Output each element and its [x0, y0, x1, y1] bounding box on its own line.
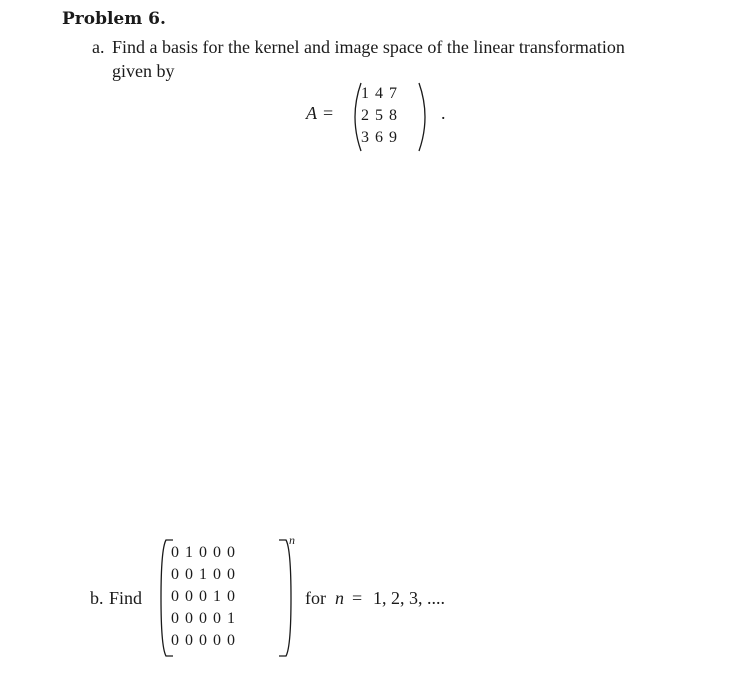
part-a-question-line2: given by: [112, 61, 175, 81]
matrix-b-cell: 0: [213, 632, 221, 649]
matrix-a-row: [358, 127, 400, 149]
matrix-b-cell: 0: [199, 632, 207, 649]
matrix-b-cell: 1: [227, 610, 235, 627]
matrix-b-cell: 0: [185, 632, 193, 649]
matrix-b-cell: 0: [171, 566, 179, 583]
part-b-equals-sign: =: [352, 588, 363, 608]
matrix-a-cell: 6: [375, 129, 383, 146]
matrix-b-cell: 0: [199, 544, 207, 561]
part-b-for-word: for: [305, 588, 326, 608]
matrix-b-cell: 1: [213, 588, 221, 605]
matrix-b-cell: 0: [227, 544, 235, 561]
matrix-b: [168, 542, 238, 652]
matrix-b-cell: 0: [199, 588, 207, 605]
matrix-b-cell: 0: [227, 632, 235, 649]
matrix-b-cell: 1: [199, 566, 207, 583]
matrix-b-row: [168, 608, 238, 630]
part-b-label: b.: [90, 588, 104, 608]
part-b-values: 1, 2, 3, ....: [373, 588, 445, 608]
matrix-b-row: [168, 630, 238, 652]
matrix-b-cell: 0: [171, 544, 179, 561]
matrix-b-cell: 0: [199, 610, 207, 627]
matrix-a-cell: 1: [361, 85, 369, 102]
matrix-a-row: [358, 83, 400, 105]
matrix-b-cell: 0: [185, 566, 193, 583]
matrix-b-cell: 0: [171, 632, 179, 649]
matrix-b-cell: 0: [213, 566, 221, 583]
matrix-b-cell: 0: [171, 610, 179, 627]
matrix-b-row: [168, 542, 238, 564]
part-a-question-line1: Find a basis for the kernel and image space of the linear transformation: [112, 37, 625, 57]
matrix-b-cell: 0: [171, 588, 179, 605]
matrix-a-cell: 3: [361, 129, 369, 146]
matrix-b-cell: 0: [213, 544, 221, 561]
matrix-a: [358, 83, 400, 149]
matrix-a-cell: 8: [389, 107, 397, 124]
matrix-a-cell: 9: [389, 129, 397, 146]
matrix-a-equals-sign: =: [323, 103, 334, 123]
matrix-b-cell: 0: [185, 588, 193, 605]
matrix-a-cell: 4: [375, 85, 383, 102]
matrix-a-period: .: [441, 103, 446, 123]
matrix-a-row: [358, 105, 400, 127]
matrix-b-cell: 0: [185, 610, 193, 627]
matrix-a-cell: 2: [361, 107, 369, 124]
matrix-a-variable: A: [306, 103, 317, 123]
part-b-verb: Find: [109, 588, 143, 608]
matrix-b-cell: 1: [185, 544, 193, 561]
matrix-b-cell: 0: [213, 610, 221, 627]
matrix-a-right-paren: [416, 82, 432, 152]
part-b-variable: n: [335, 588, 344, 608]
matrix-b-cell: 0: [227, 588, 235, 605]
matrix-b-exponent: n: [289, 533, 295, 547]
part-a-label: a.: [92, 37, 105, 57]
matrix-b-cell: 0: [227, 566, 235, 583]
matrix-b-row: [168, 586, 238, 608]
matrix-b-row: [168, 564, 238, 586]
matrix-a-cell: 7: [389, 85, 397, 102]
matrix-a-cell: 5: [375, 107, 383, 124]
matrix-b-right-paren: [276, 539, 294, 657]
problem-title: Problem 6.: [62, 9, 166, 29]
